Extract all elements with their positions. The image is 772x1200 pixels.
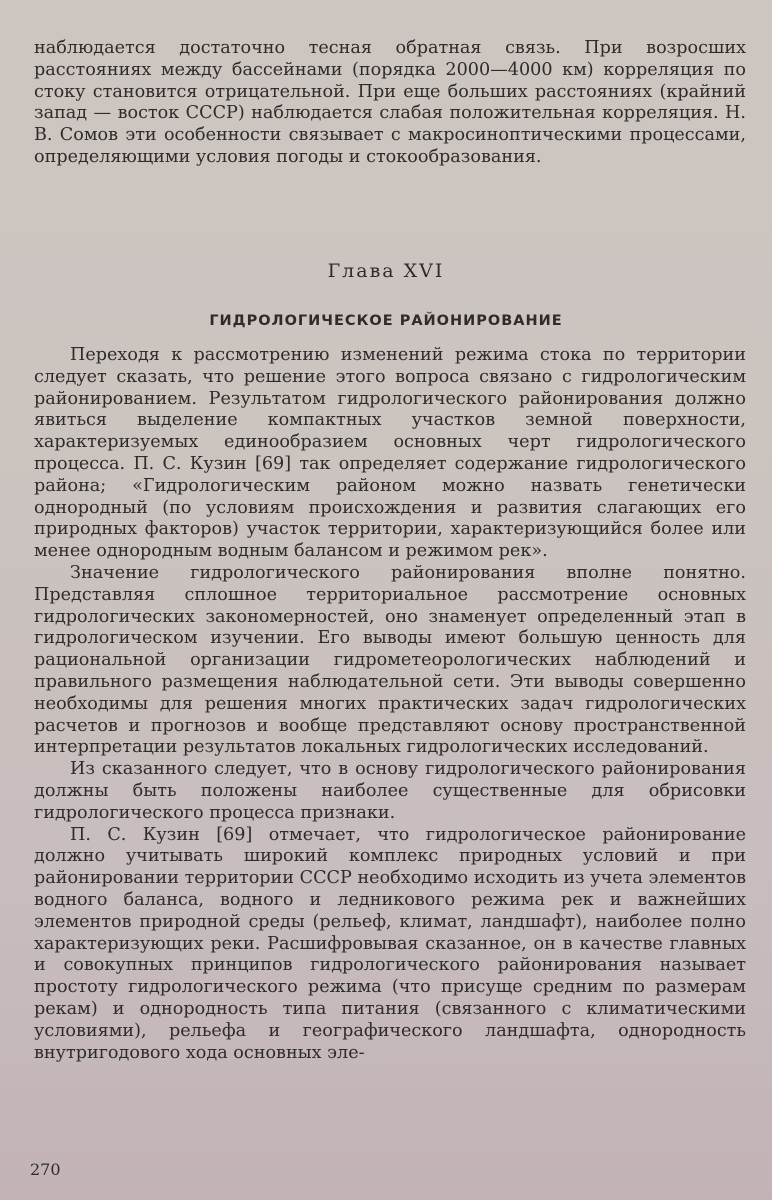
paragraph-4: П. С. Кузин [69] отмечает, что гидрологическое районирование должно учитывать широкий комплекс природных условий и при районировании территории СССР необходимо исходить из учета элементов водного баланса, водного и ледникового режима рек и важнейших элементов природной среды (рельеф, климат, ландшафт), наиболее полно характеризующих реки. Расшифровывая сказанное, он в качестве главных и совокупных принципов гидрологического районирования называет простоту гидрологического режима (что присуще средним по размерам рекам) и однородность типа питания (связанного с климатическими условиями), рельефа и географического ландшафта, однородность внутригодового хода основных эле- xyxy=(34,824,746,1063)
page-number: 270 xyxy=(30,1160,61,1179)
section-heading: ГИДРОЛОГИЧЕСКОЕ РАЙОНИРОВАНИЕ xyxy=(209,313,563,329)
paragraph-1: Переходя к рассмотрению изменений режима стока по территории следует сказать, что решение этого вопроса связано с гидрологическим районированием. Результатом гидрологического районирования должно явиться выделение компактных участков земной поверхности, характеризуемых единообразием основных черт гидрологического процесса. П. С. Кузин [69] так определяет содержание гидрологического района; «Гидрологическим районом можно назвать генетически однородный (по условиям происхождения и развития слагающих его природных факторов) участок территории, характеризующийся более или менее однородным водным балансом и режимом рек». xyxy=(34,345,746,562)
paragraph-2: Значение гидрологического районирования вполне понятно. Представляя сплошное территориальное рассмотрение основных гидрологических закономерностей, оно знаменует определенный этап в гидрологическом изучении. Его выводы имеют большую ценность для рациональной организации гидрометеорологических наблюдений и правильного размещения наблюдательной сети. Эти выводы совершенно необходимы для решения многих практических задач гидрологических расчетов и прогнозов и вообще представляют основу пространственной интерпретации результатов локальных гидрологических исследований. xyxy=(34,562,746,758)
continued-paragraph-block xyxy=(34,38,746,169)
paragraph-3: Из сказанного следует, что в основу гидрологического районирования должны быть положены наиболее существенные для обрисовки гидрологического процесса признаки. xyxy=(34,759,746,823)
chapter-title: Глава XVI xyxy=(327,260,445,282)
chapter-body xyxy=(34,345,746,1064)
continued-paragraph: наблюдается достаточно тесная обратная связь. При возросших расстояниях между бассейнами (порядка 2000—4000 км) корреляция по стоку становится отрицательной. При еще больших расстояниях (крайний запад — восток СССР) наблюдается слабая положительная корреляция. Н. В. Сомов эти особенности связывает с макросиноптическими процессами, определяющими условия погоды и стокообразования. xyxy=(34,38,746,167)
